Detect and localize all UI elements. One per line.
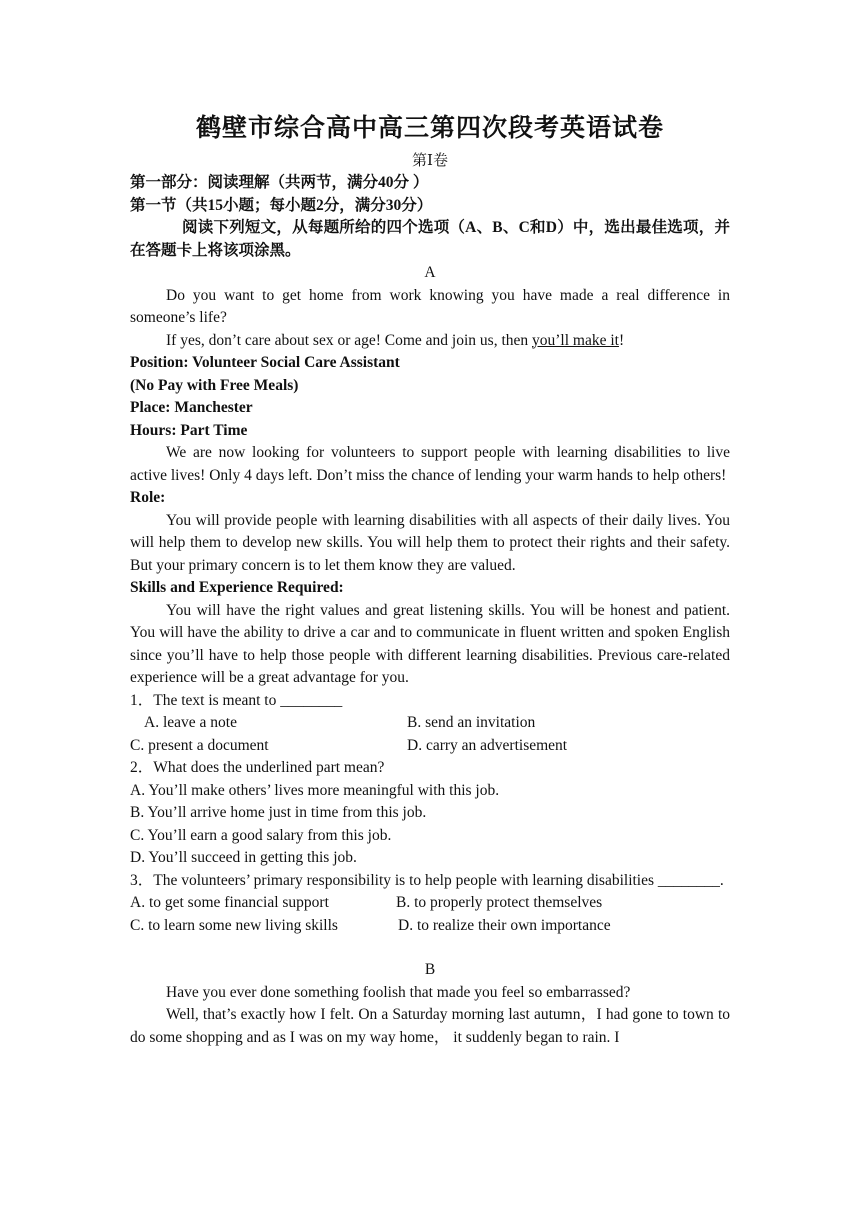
- option-b[interactable]: B. to properly protect themselves: [396, 894, 603, 911]
- passage-b-label: B: [424, 961, 436, 978]
- question-2-stem: 2．What does the underlined part mean?: [130, 759, 385, 776]
- option-a[interactable]: A. leave a note: [144, 714, 237, 731]
- instructions: 阅读下列短文，从每题所给的四个选项（A、B、C和D）中，选出最佳选项，并在答题卡上将该项涂黑。: [130, 219, 730, 259]
- option-c[interactable]: C. present a document: [130, 736, 269, 754]
- pay-heading: (No Pay with Free Meals): [130, 376, 299, 394]
- exam-title: 鹤壁市综合高中高三第四次段考英语试卷: [195, 113, 664, 142]
- option-a[interactable]: A. You’ll make others’ lives more meaningful with this job.: [130, 781, 500, 799]
- position-heading: Position: Volunteer Social Care Assistant: [130, 354, 400, 371]
- spacer: [130, 937, 730, 959]
- section-heading: 第一节（共15小题；每小题2分，满分30分）: [130, 196, 433, 214]
- passage-a-paragraph-4: You will provide people with learning disabilities with all aspects of their daily lives. You will help them to develop new skills. You will help them to protect their rights and their safety. But your primary concern is to let them know they are valued.: [130, 511, 730, 574]
- passage-a-label: A: [424, 264, 436, 281]
- question-1-stem: 1．The text is meant to ________: [130, 691, 343, 709]
- option-c[interactable]: C. You’ll earn a good salary from this job.: [130, 826, 392, 844]
- hours-heading: Hours: Part Time: [130, 421, 248, 439]
- option-d[interactable]: D. carry an advertisement: [407, 736, 568, 754]
- volume-label: 第Ⅰ卷: [412, 153, 448, 169]
- passage-a-paragraph-3: We are now looking for volunteers to support people with learning disabilities to live active lives! Only 4 days left. Don’t miss the chance of lending your warm hands to help others!: [130, 444, 730, 484]
- role-heading: Role:: [130, 489, 166, 506]
- underlined-phrase: you’ll make it: [532, 331, 619, 349]
- exam-page: [130, 108, 730, 1049]
- paragraph-text: !: [618, 331, 625, 349]
- option-b[interactable]: B. You’ll arrive home just in time from this job.: [130, 804, 427, 821]
- passage-a-paragraph-2: [130, 330, 730, 353]
- passage-b-paragraph-1: Have you ever done something foolish that made you feel so embarrassed?: [166, 983, 631, 1001]
- option-d[interactable]: D. You’ll succeed in getting this job.: [130, 849, 357, 866]
- question-3-options-row-1: [130, 892, 730, 915]
- passage-a-paragraph-1: Do you want to get home from work knowing you have made a real difference in someone’s life?: [130, 286, 730, 326]
- question-1-options-row-1: [130, 712, 730, 735]
- skills-heading: Skills and Experience Required:: [130, 579, 344, 596]
- option-c[interactable]: C. to learn some new living skills: [130, 916, 338, 934]
- question-1-options-row-2: [130, 735, 730, 758]
- question-3-options-row-2: [130, 915, 730, 938]
- place-heading: Place: Manchester: [130, 399, 253, 416]
- passage-b-paragraph-2: Well, that’s exactly how I felt. On a Saturday morning last autumn，I had gone to town to do some shopping and as I was on my way home， it suddenly began to rain. I: [130, 1006, 730, 1046]
- option-a[interactable]: A. to get some financial support: [130, 894, 329, 911]
- question-3-stem: 3．The volunteers’ primary responsibility is to help people with learning disabilities ________.: [130, 871, 724, 889]
- paragraph-text: If yes, don’t care about sex or age! Come and join us, then: [166, 331, 533, 349]
- passage-a-paragraph-5: You will have the right values and great listening skills. You will be honest and patient. You will have the ability to drive a car and to communicate in fluent written and spoken English since you’ll have to help those people with different learning disabilities. Previous care-related experience will be a great advantage for you.: [130, 601, 730, 686]
- part-heading: 第一部分：阅读理解（共两节，满分40分 ）: [130, 174, 429, 191]
- option-d[interactable]: D. to realize their own importance: [398, 916, 611, 934]
- option-b[interactable]: B. send an invitation: [407, 714, 536, 731]
